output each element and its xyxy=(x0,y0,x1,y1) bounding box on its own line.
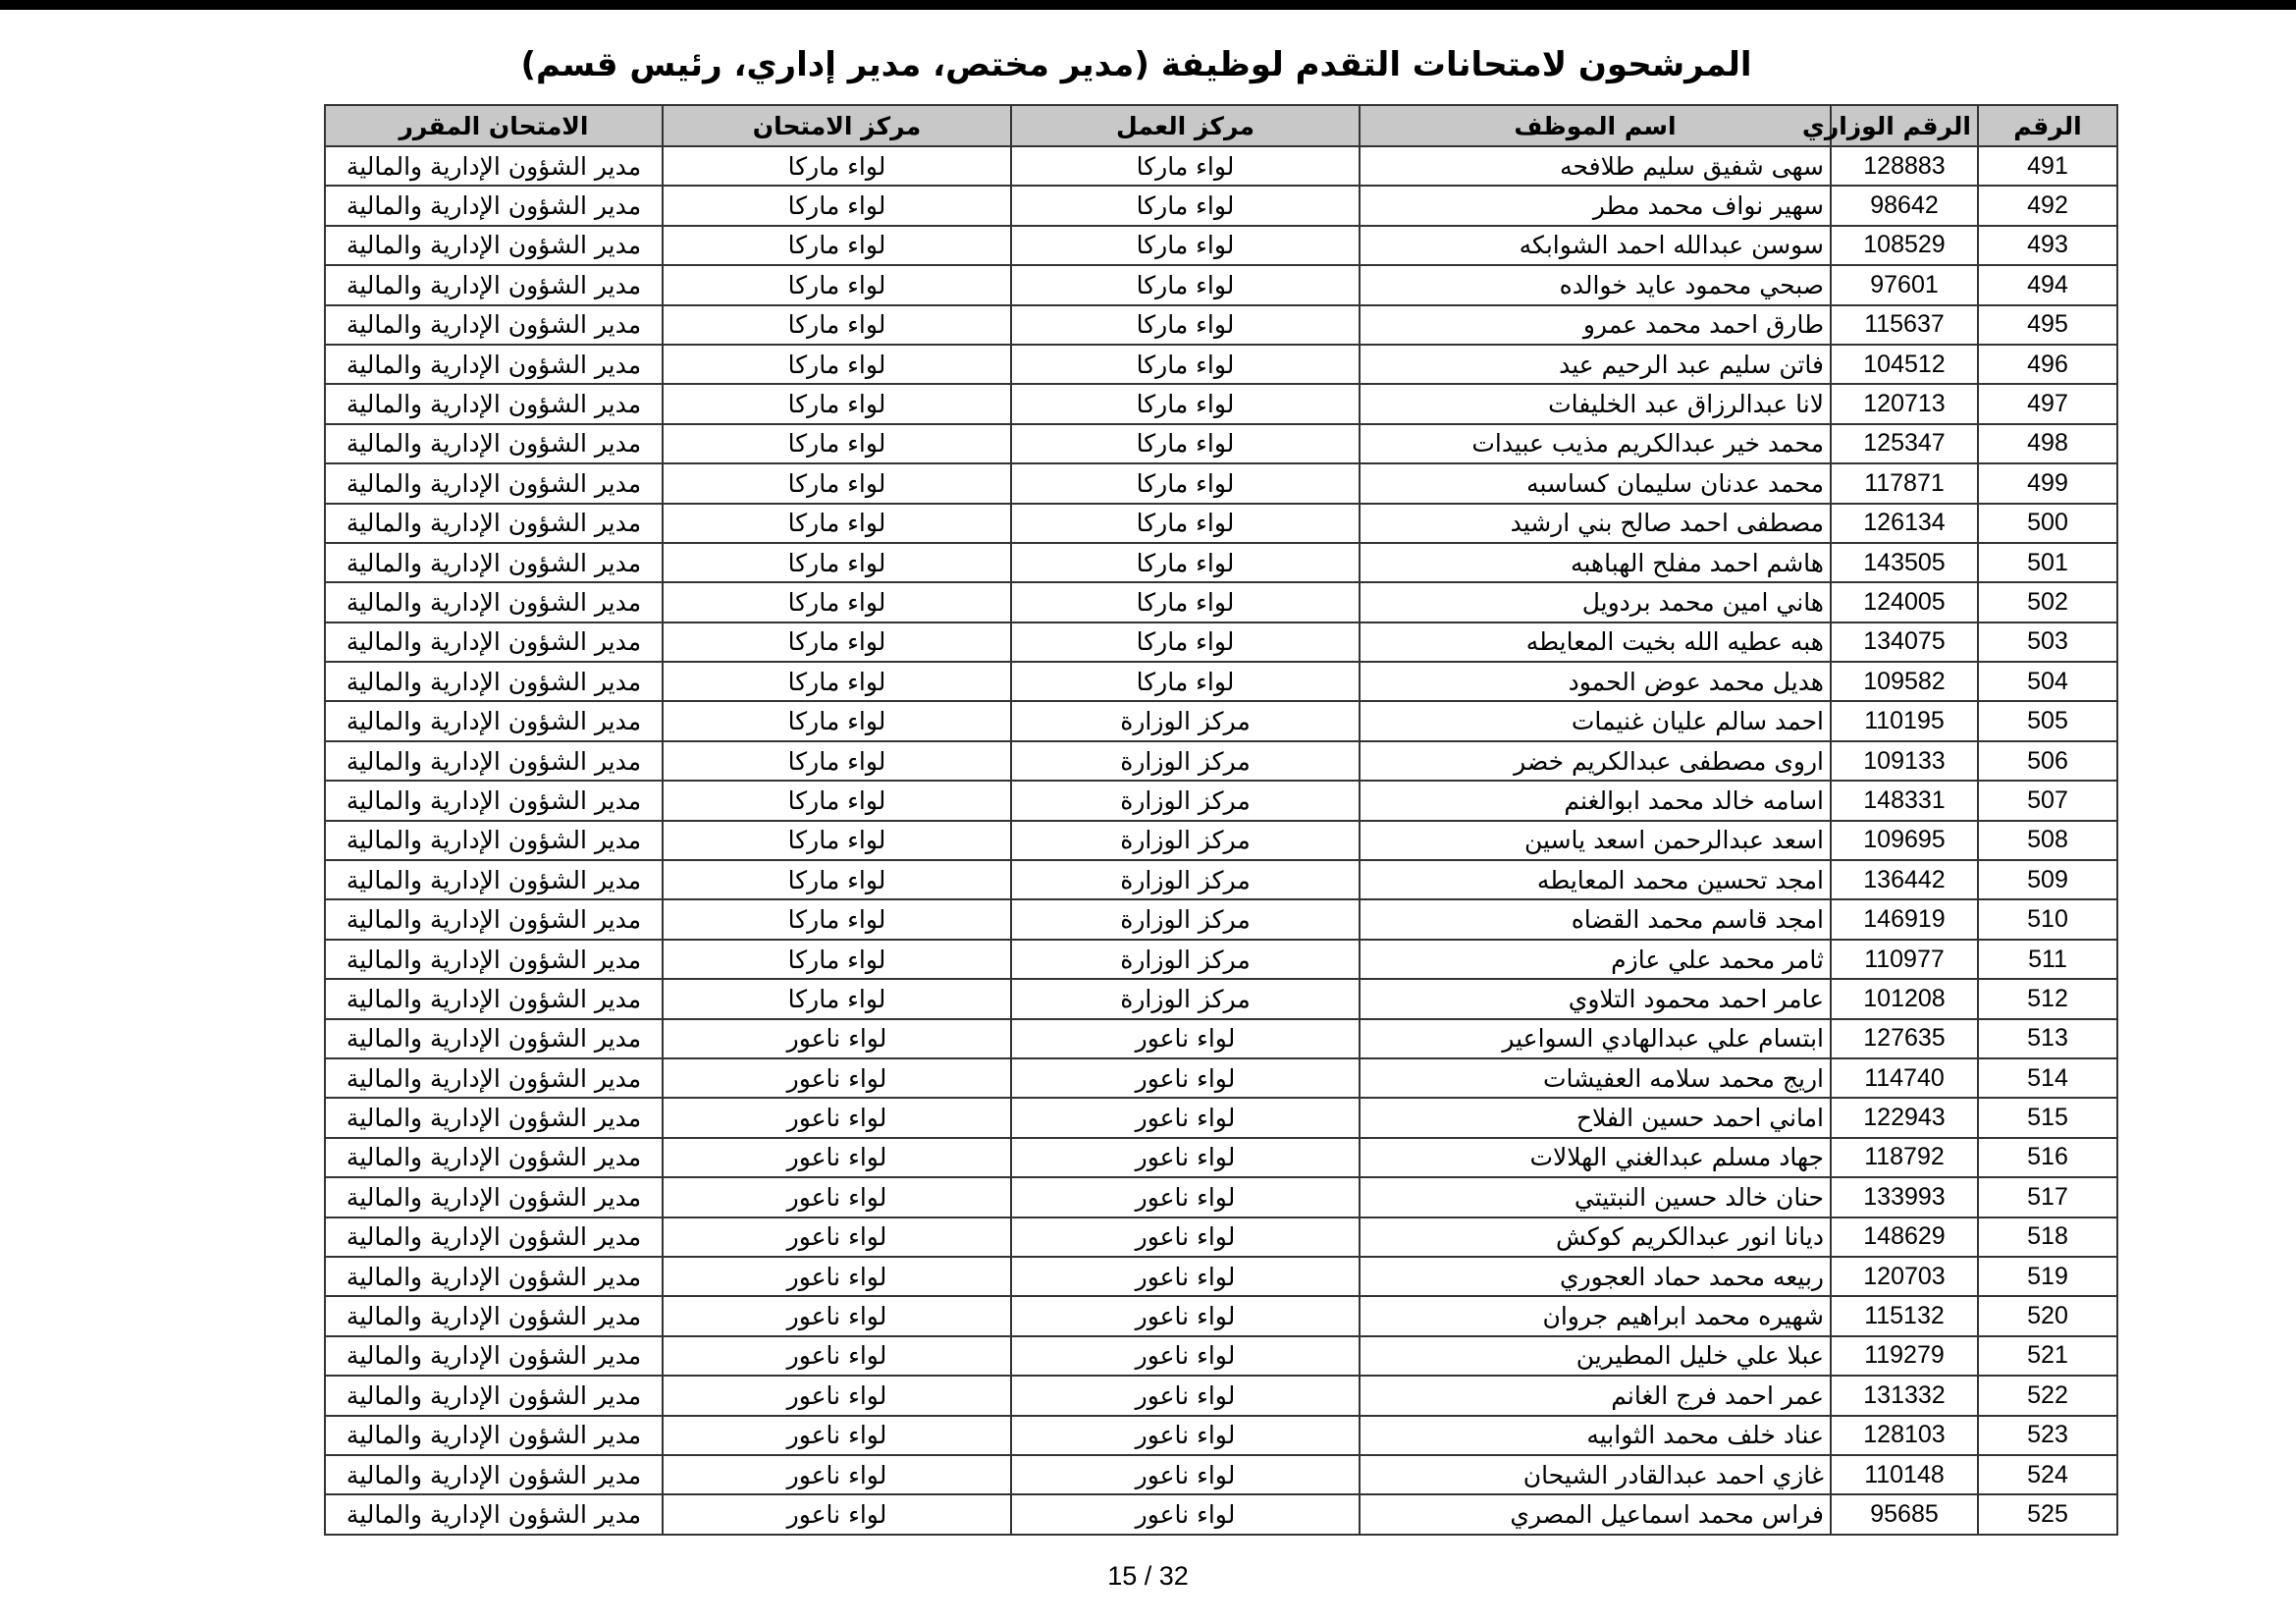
cell-ministry-id: 118792 xyxy=(1831,1138,1978,1177)
cell-exam-center: لواء ناعور xyxy=(663,1019,1011,1058)
cell-workplace: لواء ناعور xyxy=(1011,1336,1360,1376)
cell-num: 510 xyxy=(1978,899,2117,939)
cell-num: 491 xyxy=(1978,146,2117,186)
cell-exam-center: لواء ماركا xyxy=(663,463,1011,503)
header-scheduled-exam: الامتحان المقرر xyxy=(325,105,663,146)
cell-employee-name: احمد سالم عليان غنيمات xyxy=(1360,701,1831,740)
cell-workplace: لواء ماركا xyxy=(1011,186,1360,225)
cell-exam-center: لواء ماركا xyxy=(663,781,1011,820)
cell-workplace: لواء ماركا xyxy=(1011,384,1360,423)
cell-scheduled-exam: مدير الشؤون الإدارية والمالية xyxy=(325,582,663,622)
cell-scheduled-exam: مدير الشؤون الإدارية والمالية xyxy=(325,345,663,384)
cell-num: 508 xyxy=(1978,821,2117,860)
cell-employee-name: هاشم احمد مفلح الهباهبه xyxy=(1360,543,1831,582)
table-row xyxy=(325,582,2117,622)
cell-exam-center: لواء ناعور xyxy=(663,1177,1011,1217)
cell-workplace: مركز الوزارة xyxy=(1011,781,1360,820)
cell-workplace: لواء ماركا xyxy=(1011,226,1360,265)
cell-ministry-id: 109582 xyxy=(1831,662,1978,701)
table-row xyxy=(325,384,2117,423)
cell-workplace: لواء ماركا xyxy=(1011,424,1360,463)
table-row xyxy=(325,543,2117,582)
cell-num: 523 xyxy=(1978,1416,2117,1455)
cell-employee-name: محمد خير عبدالكريم مذيب عبيدات xyxy=(1360,424,1831,463)
cell-exam-center: لواء ماركا xyxy=(663,146,1011,186)
cell-employee-name: عناد خلف محمد الثوابيه xyxy=(1360,1416,1831,1455)
cell-workplace: مركز الوزارة xyxy=(1011,979,1360,1018)
cell-exam-center: لواء ناعور xyxy=(663,1217,1011,1257)
cell-employee-name: اماني احمد حسين الفلاح xyxy=(1360,1098,1831,1137)
cell-employee-name: سوسن عبدالله احمد الشوابكه xyxy=(1360,226,1831,265)
cell-exam-center: لواء ناعور xyxy=(663,1416,1011,1455)
header-ministry-id: الرقم الوزاري xyxy=(1831,105,1978,146)
cell-ministry-id: 115637 xyxy=(1831,305,1978,345)
table-row xyxy=(325,1058,2117,1098)
cell-employee-name: فراس محمد اسماعيل المصري xyxy=(1360,1494,1831,1534)
table-row xyxy=(325,1416,2117,1455)
page-title xyxy=(0,45,2296,84)
cell-exam-center: لواء ناعور xyxy=(663,1098,1011,1137)
cell-employee-name: هاني امين محمد بردويل xyxy=(1360,582,1831,622)
cell-exam-center: لواء ماركا xyxy=(663,662,1011,701)
cell-num: 496 xyxy=(1978,345,2117,384)
cell-num: 499 xyxy=(1978,463,2117,503)
table-row xyxy=(325,1376,2117,1415)
table-row xyxy=(325,1019,2117,1058)
cell-employee-name: سهى شفيق سليم طلافحه xyxy=(1360,146,1831,186)
cell-employee-name: فاتن سليم عبد الرحيم عيد xyxy=(1360,345,1831,384)
scan-top-border xyxy=(0,0,2296,10)
cell-exam-center: لواء ماركا xyxy=(663,701,1011,740)
cell-exam-center: لواء ناعور xyxy=(663,1494,1011,1534)
cell-employee-name: عامر احمد محمود التلاوي xyxy=(1360,979,1831,1018)
cell-exam-center: لواء ماركا xyxy=(663,424,1011,463)
cell-num: 502 xyxy=(1978,582,2117,622)
cell-ministry-id: 120703 xyxy=(1831,1257,1978,1296)
cell-ministry-id: 133993 xyxy=(1831,1177,1978,1217)
cell-employee-name: لانا عبدالرزاق عبد الخليفات xyxy=(1360,384,1831,423)
cell-workplace: مركز الوزارة xyxy=(1011,701,1360,740)
cell-num: 524 xyxy=(1978,1455,2117,1494)
table-row xyxy=(325,424,2117,463)
cell-scheduled-exam: مدير الشؤون الإدارية والمالية xyxy=(325,1257,663,1296)
cell-scheduled-exam: مدير الشؤون الإدارية والمالية xyxy=(325,1177,663,1217)
table-row xyxy=(325,186,2117,225)
cell-workplace: لواء ناعور xyxy=(1011,1058,1360,1098)
table-row xyxy=(325,265,2117,304)
cell-exam-center: لواء ناعور xyxy=(663,1376,1011,1415)
cell-ministry-id: 128883 xyxy=(1831,146,1978,186)
table-row xyxy=(325,345,2117,384)
cell-employee-name: محمد عدنان سليمان كساسبه xyxy=(1360,463,1831,503)
candidates-table xyxy=(324,104,2118,1536)
cell-workplace: لواء ماركا xyxy=(1011,543,1360,582)
cell-workplace: لواء ماركا xyxy=(1011,345,1360,384)
cell-scheduled-exam: مدير الشؤون الإدارية والمالية xyxy=(325,1455,663,1494)
cell-exam-center: لواء ماركا xyxy=(663,860,1011,899)
cell-scheduled-exam: مدير الشؤون الإدارية والمالية xyxy=(325,860,663,899)
header-exam-center: مركز الامتحان xyxy=(663,105,1011,146)
cell-employee-name: ثامر محمد علي عازم xyxy=(1360,940,1831,979)
cell-num: 503 xyxy=(1978,622,2117,662)
cell-scheduled-exam: مدير الشؤون الإدارية والمالية xyxy=(325,662,663,701)
cell-ministry-id: 109133 xyxy=(1831,741,1978,781)
cell-num: 514 xyxy=(1978,1058,2117,1098)
cell-employee-name: اروى مصطفى عبدالكريم خضر xyxy=(1360,741,1831,781)
table-row xyxy=(325,1217,2117,1257)
cell-num: 525 xyxy=(1978,1494,2117,1534)
table-row xyxy=(325,226,2117,265)
cell-num: 516 xyxy=(1978,1138,2117,1177)
cell-scheduled-exam: مدير الشؤون الإدارية والمالية xyxy=(325,146,663,186)
table-row xyxy=(325,1336,2117,1376)
cell-workplace: لواء ماركا xyxy=(1011,463,1360,503)
cell-employee-name: اسامه خالد محمد ابوالغنم xyxy=(1360,781,1831,820)
cell-num: 497 xyxy=(1978,384,2117,423)
cell-employee-name: هبه عطيه الله بخيت المعايطه xyxy=(1360,622,1831,662)
cell-exam-center: لواء ناعور xyxy=(663,1455,1011,1494)
cell-exam-center: لواء ماركا xyxy=(663,345,1011,384)
cell-employee-name: حنان خالد حسين النبتيتي xyxy=(1360,1177,1831,1217)
cell-exam-center: لواء ماركا xyxy=(663,265,1011,304)
table-row xyxy=(325,1257,2117,1296)
cell-workplace: لواء ناعور xyxy=(1011,1455,1360,1494)
cell-num: 495 xyxy=(1978,305,2117,345)
cell-ministry-id: 134075 xyxy=(1831,622,1978,662)
cell-ministry-id: 110977 xyxy=(1831,940,1978,979)
table-row xyxy=(325,1098,2117,1137)
cell-num: 507 xyxy=(1978,781,2117,820)
table-row xyxy=(325,1296,2117,1335)
cell-scheduled-exam: مدير الشؤون الإدارية والمالية xyxy=(325,305,663,345)
cell-num: 512 xyxy=(1978,979,2117,1018)
cell-scheduled-exam: مدير الشؤون الإدارية والمالية xyxy=(325,741,663,781)
cell-employee-name: اريج محمد سلامه العفيشات xyxy=(1360,1058,1831,1098)
cell-num: 501 xyxy=(1978,543,2117,582)
cell-num: 492 xyxy=(1978,186,2117,225)
cell-scheduled-exam: مدير الشؤون الإدارية والمالية xyxy=(325,1494,663,1534)
cell-workplace: لواء ناعور xyxy=(1011,1296,1360,1335)
cell-num: 517 xyxy=(1978,1177,2117,1217)
cell-scheduled-exam: مدير الشؤون الإدارية والمالية xyxy=(325,622,663,662)
cell-ministry-id: 136442 xyxy=(1831,860,1978,899)
cell-ministry-id: 124005 xyxy=(1831,582,1978,622)
cell-workplace: لواء ناعور xyxy=(1011,1019,1360,1058)
cell-num: 515 xyxy=(1978,1098,2117,1137)
table-row xyxy=(325,1494,2117,1534)
cell-scheduled-exam: مدير الشؤون الإدارية والمالية xyxy=(325,1098,663,1137)
table-row xyxy=(325,1138,2117,1177)
cell-scheduled-exam: مدير الشؤون الإدارية والمالية xyxy=(325,384,663,423)
cell-ministry-id: 97601 xyxy=(1831,265,1978,304)
cell-workplace: لواء ماركا xyxy=(1011,265,1360,304)
cell-num: 513 xyxy=(1978,1019,2117,1058)
cell-scheduled-exam: مدير الشؤون الإدارية والمالية xyxy=(325,463,663,503)
cell-exam-center: لواء ماركا xyxy=(663,504,1011,543)
cell-exam-center: لواء ناعور xyxy=(663,1138,1011,1177)
cell-scheduled-exam: مدير الشؤون الإدارية والمالية xyxy=(325,265,663,304)
cell-ministry-id: 104512 xyxy=(1831,345,1978,384)
table-row xyxy=(325,741,2117,781)
cell-employee-name: ربيعه محمد حماد العجوري xyxy=(1360,1257,1831,1296)
cell-ministry-id: 117871 xyxy=(1831,463,1978,503)
cell-scheduled-exam: مدير الشؤون الإدارية والمالية xyxy=(325,186,663,225)
cell-num: 493 xyxy=(1978,226,2117,265)
cell-workplace: لواء ناعور xyxy=(1011,1177,1360,1217)
cell-num: 500 xyxy=(1978,504,2117,543)
cell-ministry-id: 101208 xyxy=(1831,979,1978,1018)
cell-ministry-id: 109695 xyxy=(1831,821,1978,860)
table-row xyxy=(325,899,2117,939)
cell-scheduled-exam: مدير الشؤون الإدارية والمالية xyxy=(325,1019,663,1058)
cell-ministry-id: 119279 xyxy=(1831,1336,1978,1376)
cell-ministry-id: 108529 xyxy=(1831,226,1978,265)
table-row xyxy=(325,622,2117,662)
cell-num: 522 xyxy=(1978,1376,2117,1415)
cell-ministry-id: 125347 xyxy=(1831,424,1978,463)
cell-scheduled-exam: مدير الشؤون الإدارية والمالية xyxy=(325,1416,663,1455)
cell-employee-name: امجد قاسم محمد القضاه xyxy=(1360,899,1831,939)
cell-workplace: لواء ناعور xyxy=(1011,1138,1360,1177)
cell-workplace: مركز الوزارة xyxy=(1011,741,1360,781)
cell-scheduled-exam: مدير الشؤون الإدارية والمالية xyxy=(325,226,663,265)
cell-exam-center: لواء ماركا xyxy=(663,186,1011,225)
table-row xyxy=(325,504,2117,543)
cell-employee-name: امجد تحسين محمد المعايطه xyxy=(1360,860,1831,899)
cell-scheduled-exam: مدير الشؤون الإدارية والمالية xyxy=(325,424,663,463)
table-row xyxy=(325,940,2117,979)
header-workplace: مركز العمل xyxy=(1011,105,1360,146)
cell-num: 494 xyxy=(1978,265,2117,304)
page-number: 15 / 32 xyxy=(1107,1561,1189,1591)
cell-scheduled-exam: مدير الشؤون الإدارية والمالية xyxy=(325,899,663,939)
table-row xyxy=(325,146,2117,186)
cell-ministry-id: 148629 xyxy=(1831,1217,1978,1257)
cell-ministry-id: 115132 xyxy=(1831,1296,1978,1335)
cell-workplace: لواء ماركا xyxy=(1011,504,1360,543)
cell-ministry-id: 110195 xyxy=(1831,701,1978,740)
cell-num: 506 xyxy=(1978,741,2117,781)
cell-exam-center: لواء ماركا xyxy=(663,979,1011,1018)
cell-exam-center: لواء ماركا xyxy=(663,305,1011,345)
cell-employee-name: اسعد عبدالرحمن اسعد ياسين xyxy=(1360,821,1831,860)
header-num: الرقم xyxy=(1978,105,2117,146)
cell-scheduled-exam: مدير الشؤون الإدارية والمالية xyxy=(325,1058,663,1098)
cell-workplace: لواء ناعور xyxy=(1011,1416,1360,1455)
cell-num: 521 xyxy=(1978,1336,2117,1376)
cell-employee-name: ابتسام علي عبدالهادي السواعير xyxy=(1360,1019,1831,1058)
cell-workplace: لواء ماركا xyxy=(1011,662,1360,701)
cell-exam-center: لواء ماركا xyxy=(663,384,1011,423)
cell-num: 519 xyxy=(1978,1257,2117,1296)
cell-workplace: مركز الوزارة xyxy=(1011,860,1360,899)
cell-exam-center: لواء ماركا xyxy=(663,741,1011,781)
cell-scheduled-exam: مدير الشؤون الإدارية والمالية xyxy=(325,701,663,740)
header-employee-name: اسم الموظف xyxy=(1360,105,1831,146)
cell-exam-center: لواء ماركا xyxy=(663,821,1011,860)
cell-workplace: لواء ناعور xyxy=(1011,1257,1360,1296)
table-row xyxy=(325,860,2117,899)
cell-scheduled-exam: مدير الشؤون الإدارية والمالية xyxy=(325,1217,663,1257)
cell-ministry-id: 126134 xyxy=(1831,504,1978,543)
cell-employee-name: غازي احمد عبدالقادر الشيحان xyxy=(1360,1455,1831,1494)
table-row xyxy=(325,463,2117,503)
cell-workplace: مركز الوزارة xyxy=(1011,899,1360,939)
cell-workplace: لواء ماركا xyxy=(1011,305,1360,345)
cell-ministry-id: 127635 xyxy=(1831,1019,1978,1058)
cell-scheduled-exam: مدير الشؤون الإدارية والمالية xyxy=(325,940,663,979)
cell-exam-center: لواء ماركا xyxy=(663,226,1011,265)
cell-num: 505 xyxy=(1978,701,2117,740)
cell-workplace: لواء ماركا xyxy=(1011,582,1360,622)
page-title-text: المرشحون لامتحانات التقدم لوظيفة (مدير مختص، مدير إداري، رئيس قسم) xyxy=(520,45,1752,84)
cell-scheduled-exam: مدير الشؤون الإدارية والمالية xyxy=(325,1336,663,1376)
cell-exam-center: لواء ناعور xyxy=(663,1058,1011,1098)
cell-workplace: لواء ماركا xyxy=(1011,622,1360,662)
cell-num: 498 xyxy=(1978,424,2117,463)
cell-workplace: لواء ناعور xyxy=(1011,1217,1360,1257)
header-row xyxy=(325,105,2117,146)
cell-exam-center: لواء ناعور xyxy=(663,1257,1011,1296)
cell-exam-center: لواء ناعور xyxy=(663,1296,1011,1335)
cell-exam-center: لواء ماركا xyxy=(663,940,1011,979)
cell-exam-center: لواء ناعور xyxy=(663,1336,1011,1376)
cell-ministry-id: 95685 xyxy=(1831,1494,1978,1534)
cell-workplace: لواء ناعور xyxy=(1011,1376,1360,1415)
cell-employee-name: عمر احمد فرج الغانم xyxy=(1360,1376,1831,1415)
table-row xyxy=(325,1455,2117,1494)
cell-scheduled-exam: مدير الشؤون الإدارية والمالية xyxy=(325,1296,663,1335)
cell-workplace: لواء ماركا xyxy=(1011,146,1360,186)
cell-exam-center: لواء ماركا xyxy=(663,899,1011,939)
table-row xyxy=(325,979,2117,1018)
cell-scheduled-exam: مدير الشؤون الإدارية والمالية xyxy=(325,821,663,860)
table-row xyxy=(325,305,2117,345)
cell-ministry-id: 146919 xyxy=(1831,899,1978,939)
cell-scheduled-exam: مدير الشؤون الإدارية والمالية xyxy=(325,1376,663,1415)
cell-employee-name: طارق احمد محمد عمرو xyxy=(1360,305,1831,345)
cell-scheduled-exam: مدير الشؤون الإدارية والمالية xyxy=(325,781,663,820)
table-row xyxy=(325,781,2117,820)
cell-workplace: لواء ناعور xyxy=(1011,1098,1360,1137)
cell-employee-name: مصطفى احمد صالح بني ارشيد xyxy=(1360,504,1831,543)
cell-ministry-id: 98642 xyxy=(1831,186,1978,225)
cell-scheduled-exam: مدير الشؤون الإدارية والمالية xyxy=(325,543,663,582)
cell-exam-center: لواء ماركا xyxy=(663,582,1011,622)
table-row xyxy=(325,662,2117,701)
cell-ministry-id: 122943 xyxy=(1831,1098,1978,1137)
cell-num: 509 xyxy=(1978,860,2117,899)
cell-ministry-id: 131332 xyxy=(1831,1376,1978,1415)
cell-employee-name: شهيره محمد ابراهيم جروان xyxy=(1360,1296,1831,1335)
cell-employee-name: ديانا انور عبدالكريم كوكش xyxy=(1360,1217,1831,1257)
table-row xyxy=(325,821,2117,860)
cell-workplace: مركز الوزارة xyxy=(1011,821,1360,860)
cell-scheduled-exam: مدير الشؤون الإدارية والمالية xyxy=(325,1138,663,1177)
table-header xyxy=(325,105,2117,146)
cell-exam-center: لواء ماركا xyxy=(663,543,1011,582)
cell-ministry-id: 143505 xyxy=(1831,543,1978,582)
cell-ministry-id: 120713 xyxy=(1831,384,1978,423)
table-body xyxy=(325,146,2117,1535)
cell-employee-name: عبلا علي خليل المطيرين xyxy=(1360,1336,1831,1376)
cell-num: 511 xyxy=(1978,940,2117,979)
cell-workplace: مركز الوزارة xyxy=(1011,940,1360,979)
cell-employee-name: جهاد مسلم عبدالغني الهلالات xyxy=(1360,1138,1831,1177)
cell-employee-name: هديل محمد عوض الحمود xyxy=(1360,662,1831,701)
cell-num: 520 xyxy=(1978,1296,2117,1335)
cell-employee-name: سهير نواف محمد مطر xyxy=(1360,186,1831,225)
cell-num: 518 xyxy=(1978,1217,2117,1257)
cell-ministry-id: 110148 xyxy=(1831,1455,1978,1494)
cell-ministry-id: 148331 xyxy=(1831,781,1978,820)
cell-ministry-id: 114740 xyxy=(1831,1058,1978,1098)
cell-ministry-id: 128103 xyxy=(1831,1416,1978,1455)
cell-employee-name: صبحي محمود عايد خوالده xyxy=(1360,265,1831,304)
table-row xyxy=(325,701,2117,740)
table-row xyxy=(325,1177,2117,1217)
cell-scheduled-exam: مدير الشؤون الإدارية والمالية xyxy=(325,979,663,1018)
cell-workplace: لواء ناعور xyxy=(1011,1494,1360,1534)
cell-num: 504 xyxy=(1978,662,2117,701)
cell-scheduled-exam: مدير الشؤون الإدارية والمالية xyxy=(325,504,663,543)
cell-exam-center: لواء ماركا xyxy=(663,622,1011,662)
